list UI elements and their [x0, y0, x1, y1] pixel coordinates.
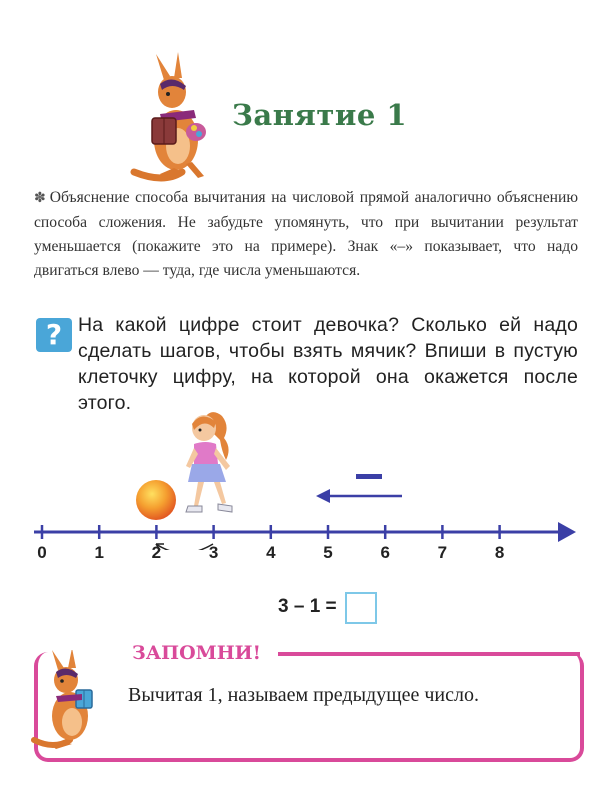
- tick-label-3: 3: [208, 543, 219, 562]
- tick-label-6: 6: [380, 543, 390, 562]
- teacher-note-text: Объяснение способа вычитания на числовой прямой аналогично объяснению способа сложения. Не забудьте упомянуть, что при вычитании результат уменьшается (покажите это на примере). Знак «–» показывает, что надо двигаться влево — туда, где числа уменьшаются.: [34, 189, 578, 279]
- subtraction-equation: 3 – 1 =: [278, 596, 337, 617]
- tick-label-4: 4: [266, 543, 276, 562]
- teacher-note: [34, 186, 578, 283]
- tick-label-5: 5: [323, 543, 333, 562]
- question-mark-icon: ?: [36, 318, 72, 352]
- remember-frame: [34, 652, 584, 762]
- remember-frame-topline: [278, 652, 580, 656]
- left-arrow-icon: [314, 486, 406, 506]
- girl-illustration: [180, 408, 242, 520]
- remember-label: ЗАПОМНИ!: [126, 642, 267, 664]
- kangaroo-illustration: [124, 52, 224, 186]
- tick-label-2: 2: [151, 543, 162, 562]
- kangaroo-reading-illustration: [30, 650, 110, 750]
- lesson-title: Занятие 1: [232, 98, 408, 132]
- answer-input-box[interactable]: [345, 592, 377, 624]
- tick-label-7: 7: [437, 543, 448, 562]
- question-text: На какой цифре стоит девочка? Сколько ей надо сделать шагов, чтобы взять мячик? Впиши в пустую клеточку цифру, на которой она окажется после этого.: [78, 314, 578, 414]
- remember-rule-text: Вычитая 1, называем предыдущее число.: [128, 684, 479, 706]
- tick-label-0: 0: [37, 543, 47, 562]
- tick-label-1: 1: [94, 543, 104, 562]
- minus-sign: [356, 474, 382, 479]
- tick-label-8: 8: [494, 543, 505, 562]
- note-star-icon: ✽: [34, 191, 46, 206]
